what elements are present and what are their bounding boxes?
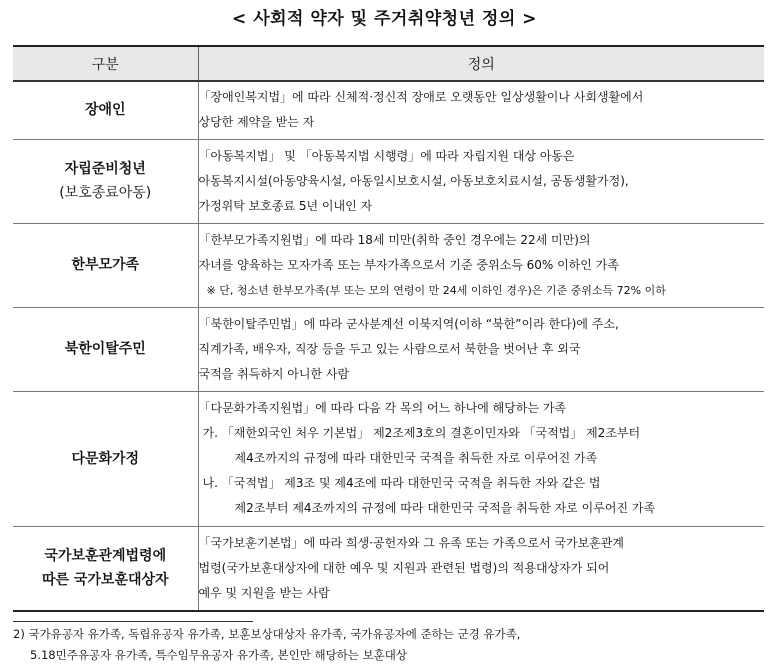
table-header-row <box>13 46 764 81</box>
category-label: 다문화가정 <box>71 450 140 467</box>
category-label: 한부모가족 <box>71 257 140 273</box>
footnote-line: 5.18민주유공자 유가족, 특수임무유공자 유가족, 본인만 해당하는 보훈대상 <box>30 648 408 662</box>
category-label: 자립준비청년 <box>64 161 146 177</box>
table-row-multicultural <box>13 391 764 526</box>
category-cell <box>13 223 198 307</box>
definition-line: 「다문화가족지원법」에 따라 다음 각 목의 어느 하나에 해당하는 가족 <box>198 401 567 415</box>
definition-line: 예우 및 지원을 받는 사람 <box>198 585 330 600</box>
header-definition: 정의 <box>198 46 764 81</box>
definition-line: 국적을 취득하지 아니한 사람 <box>198 366 350 381</box>
category-cell <box>13 81 198 139</box>
category-label: 국가보훈관계법령에 <box>44 548 167 565</box>
category-sub-label: 따른 국가보훈대상자 <box>41 572 169 589</box>
definition-line: 가정위탁 보호종료 5년 이내인 자 <box>198 198 373 213</box>
definition-line: 「북한이탈주민법」에 따라 군사분계선 이북지역(이하 “북한”이라 한다)에 주소, <box>198 316 619 331</box>
table-row-youth <box>13 139 764 223</box>
footnote <box>13 624 765 666</box>
definition-line: 「한부모가족지원법」에 따라 18세 미만(취학 중인 경우에는 22세 미만)의 <box>198 232 591 247</box>
definition-cell <box>198 139 764 223</box>
definition-line: 상당한 제약을 받는 자 <box>198 115 315 130</box>
category-cell <box>13 391 198 526</box>
definition-cell <box>198 526 764 611</box>
table-row-veterans <box>13 526 764 611</box>
definition-line: 「장애인복지법」에 따라 신체적·정신적 장애로 오랫동안 일상생활이나 사회생활에서 <box>198 90 644 105</box>
definition-line: 제4조까지의 규정에 따라 대한민국 국적을 취득한 자로 이루어진 가족 <box>234 451 598 465</box>
definition-line: 법령(국가보훈대상자에 대한 예우 및 지원과 관련된 법령)의 적용대상자가 되어 <box>198 560 610 575</box>
table-row-north-korean-defector <box>13 307 764 391</box>
table-row-disabled <box>13 81 764 139</box>
category-label: 장애인 <box>84 102 126 119</box>
category-cell <box>13 307 198 391</box>
definition-cell <box>198 307 764 391</box>
definition-line: 직계가족, 배우자, 직장 등을 두고 있는 사람으로서 북한을 벗어난 후 외국 <box>198 341 581 356</box>
table-row-single-parent <box>13 223 764 307</box>
definition-table <box>13 45 764 612</box>
definition-note: ※ 단, 청소년 한부모가족(부 또는 모의 연령이 만 24세 이하인 경우)은 기준 중위소득 72% 이하 <box>206 283 666 297</box>
definition-line: 가. 「재한외국인 처우 기본법」 제2조제3호의 결혼이민자와 「국적법」 제2조부터 <box>202 426 641 440</box>
page-title: < 사회적 약자 및 주거취약청년 정의 > <box>232 9 537 29</box>
definition-line: 아동복지시설(아동양육시설, 아동일시보호시설, 아동보호치료시설, 공동생활가정), <box>198 173 629 188</box>
definition-cell <box>198 223 764 307</box>
category-sub-label: (보호종료아동) <box>59 185 152 201</box>
category-cell <box>13 139 198 223</box>
definition-line: 「국가보훈기본법」에 따라 희생·공헌자와 그 유족 또는 가족으로서 국가보훈관계 <box>198 535 624 550</box>
footnote-line: 2) 국가유공자 유가족, 독립유공자 유가족, 보훈보상대상자 유가족, 국가유공자에 준하는 군경 유가족, <box>13 627 521 641</box>
definition-line: 제2조부터 제4조까지의 규정에 따라 대한민국 국적을 취득한 자로 이루어진 가족 <box>234 501 656 515</box>
definition-line: 나. 「국적법」 제3조 및 제4조에 따라 대한민국 국적을 취득한 자와 같은 법 <box>202 476 601 490</box>
header-category: 구분 <box>13 46 198 81</box>
definition-line: 「아동복지법」 및 「아동복지법 시행령」에 따라 자립지원 대상 아동은 <box>198 148 575 163</box>
definition-line: 자녀를 양육하는 모자가족 또는 부자가족으로서 기준 중위소득 60% 이하인 가족 <box>198 257 619 272</box>
definition-cell <box>198 391 764 526</box>
footnote-divider <box>13 621 253 622</box>
definition-cell <box>198 81 764 139</box>
category-label: 북한이탈주민 <box>64 341 146 357</box>
category-cell <box>13 526 198 611</box>
